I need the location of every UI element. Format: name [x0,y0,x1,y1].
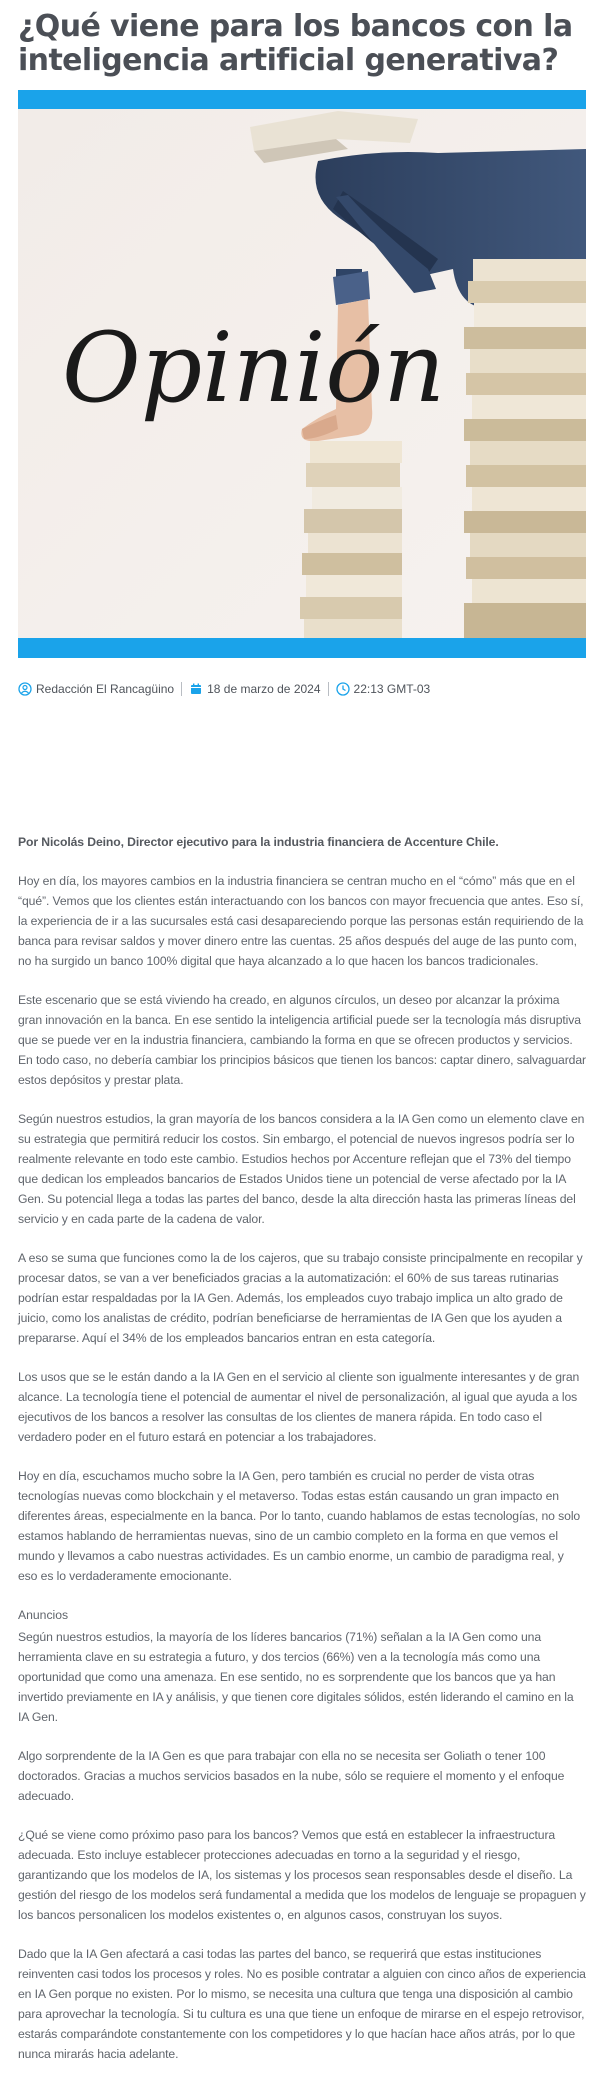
article-paragraph: Según nuestros estudios, la mayoría de los líderes bancarios (71%) señalan a la IA Gen como una herramienta clave en su estrategia a futuro, y dos tercios (66%) ven a la tecnología más como una oportunidad que como una amenaza. En ese sentido, no es sorprendente que los bancos que ya han invertido previamente en IA y análisis, y que tienen core digitales sólidos, estén liderando el camino en la IA Gen. [18,1630,574,1724]
hero-script-text: Opinión [62,312,446,424]
article-time: 22:13 GMT-03 [353,682,431,696]
author-link[interactable]: Redacción El Rancagüino [36,682,175,696]
article-date: 18 de marzo de 2024 [207,682,321,696]
book-stack-left [300,441,402,638]
ads-label: Anuncios [18,1608,69,1622]
calendar-icon [189,682,203,696]
user-icon [18,682,32,696]
meta-divider [328,682,329,696]
article-title: ¿Qué viene para los bancos con la inteligencia artificial generativa? [18,9,573,78]
hero-image [18,90,586,658]
article-body [18,832,586,2083]
article-paragraph: A eso se suma que funciones como la de los cajeros, que su trabajo consiste principalmente en recopilar y procesar datos, se van a ver beneficiados gracias a la automatización: el 60% de sus tareas rutinarias podrían estar respaldadas por la IA Gen. Además, los empleados cuyo trabajo implica un alto grado de juicio, como los analistas de crédito, podrían beneficiarse de herramientas de IA Gen que los ayuden a prepararse. Aquí el 34% de los empleados bancarios entran en esta categoría. [18,1251,583,1345]
article-paragraph: Hoy en día, los mayores cambios en la industria financiera se centran mucho en el “cómo” más que en el “qué”. Vemos que los clientes están interactuando con los bancos con mayor frecuencia que antes. Eso sí, la experiencia de ir a las sucursales está casi desapareciendo porque las personas están requiriendo de la banca para revisar saldos y mover dinero entre las cuentas. 25 años después del auge de las punto com, no ha surgido un banco 100% digital que haya alcanzado a lo que hacen los bancos tradicionales. [18,874,584,968]
article-paragraph: Dado que la IA Gen afectará a casi todas las partes del banco, se requerirá que estas instituciones reinventen casi todos los procesos y roles. No es posible contratar a alguien con cinco años de experiencia en IA Gen porque no existen. Por lo mismo, se necesita una cultura que tenga una disposición al cambio para aprovechar la tecnología. Si tu cultura es una que tiene un enfoque de mirarse en el espejo retrovisor, estarás comparándote constantemente con los competidores y lo que hacían hace años atrás, por lo que nunca mirarás hacia adelante. [18,1947,586,2061]
book-stack-right [464,259,586,638]
clock-icon [336,682,350,696]
meta-divider [181,682,182,696]
article-paragraph: Hoy en día, escuchamos mucho sobre la IA Gen, pero también es crucial no perder de vista otras tecnologías nuevas como blockchain y el metaverso. Todas estas están causando un gran impacto en diferentes áreas, especialmente en la banca. Por lo tanto, cuando hablamos de estas tecnologías, no solo estamos hablando de herramientas nuevas, sino de un cambio completo en la forma en que vemos el mundo y llevamos a cabo nuestras actividades. Es un cambio enorme, un cambio de paradigma real, y eso es lo verdaderamente emocionante. [18,1469,581,1583]
hero-illustration [18,109,586,638]
article-paragraph: Este escenario que se está viviendo ha creado, en algunos círculos, un deseo por alcanzar la próxima gran innovación en la banca. En ese sentido la inteligencia artificial puede ser la tecnología más disruptiva que se puede ver en la industria financiera, cambiando la forma en que se ofrecen productos y servicios. En todo caso, no debería cambiar los principios básicos que tienen los bancos: captar dinero, salvaguardar estos depósitos y prestar plata. [18,993,586,1087]
article-meta [18,681,430,697]
article-lead: Por Nicolás Deino, Director ejecutivo para la industria financiera de Accenture Chile. [18,835,499,849]
article-paragraph: Los usos que se le están dando a la IA Gen en el servicio al cliente son igualmente interesantes y de gran alcance. La tecnología tiene el potencial de aumentar el nivel de personalización, al igual que ayuda a los ejecutivos de los bancos a resolver las consultas de los clientes de manera rápida. En todo caso el verdadero poder en el futuro estará en potenciar a los trabajadores. [18,1370,580,1444]
article-paragraph: ¿Qué se viene como próximo paso para los bancos? Vemos que está en establecer la infraestructura adecuada. Esto incluye establecer protecciones adecuadas en torno a la seguridad y el riesgo, garantizando que los modelos de IA, los sistemas y los procesos sean responsables desde el diseño. La gestión del riesgo de los modelos será fundamental a medida que los modelos de lenguaje se propaguen y los bancos personalicen los modelos existentes o, en algunos casos, construyan los suyos. [18,1828,586,1922]
article-paragraph: Según nuestros estudios, la gran mayoría de los bancos considera a la IA Gen como un elemento clave en su estrategia que permitirá reducir los costos. Sin embargo, el potencial de nuevos ingresos podría ser lo realmente relevante en todo este cambio. Estudios hechos por Accenture reflejan que el 73% del tiempo que dedican los empleados bancarios de Estados Unidos tiene un potencial de verse afectado por la IA Gen. Su potencial llega a todas las partes del banco, desde la alta dirección hasta las primeras líneas del servicio y en cada parte de la cadena de valor. [18,1112,585,1226]
article-paragraph: Algo sorprendente de la IA Gen es que para trabajar con ella no se necesita ser Goliath o tener 100 doctorados. Gracias a muchos servicios basados en la nube, sólo se requiere el momento y el enfoque adecuado. [18,1749,565,1803]
